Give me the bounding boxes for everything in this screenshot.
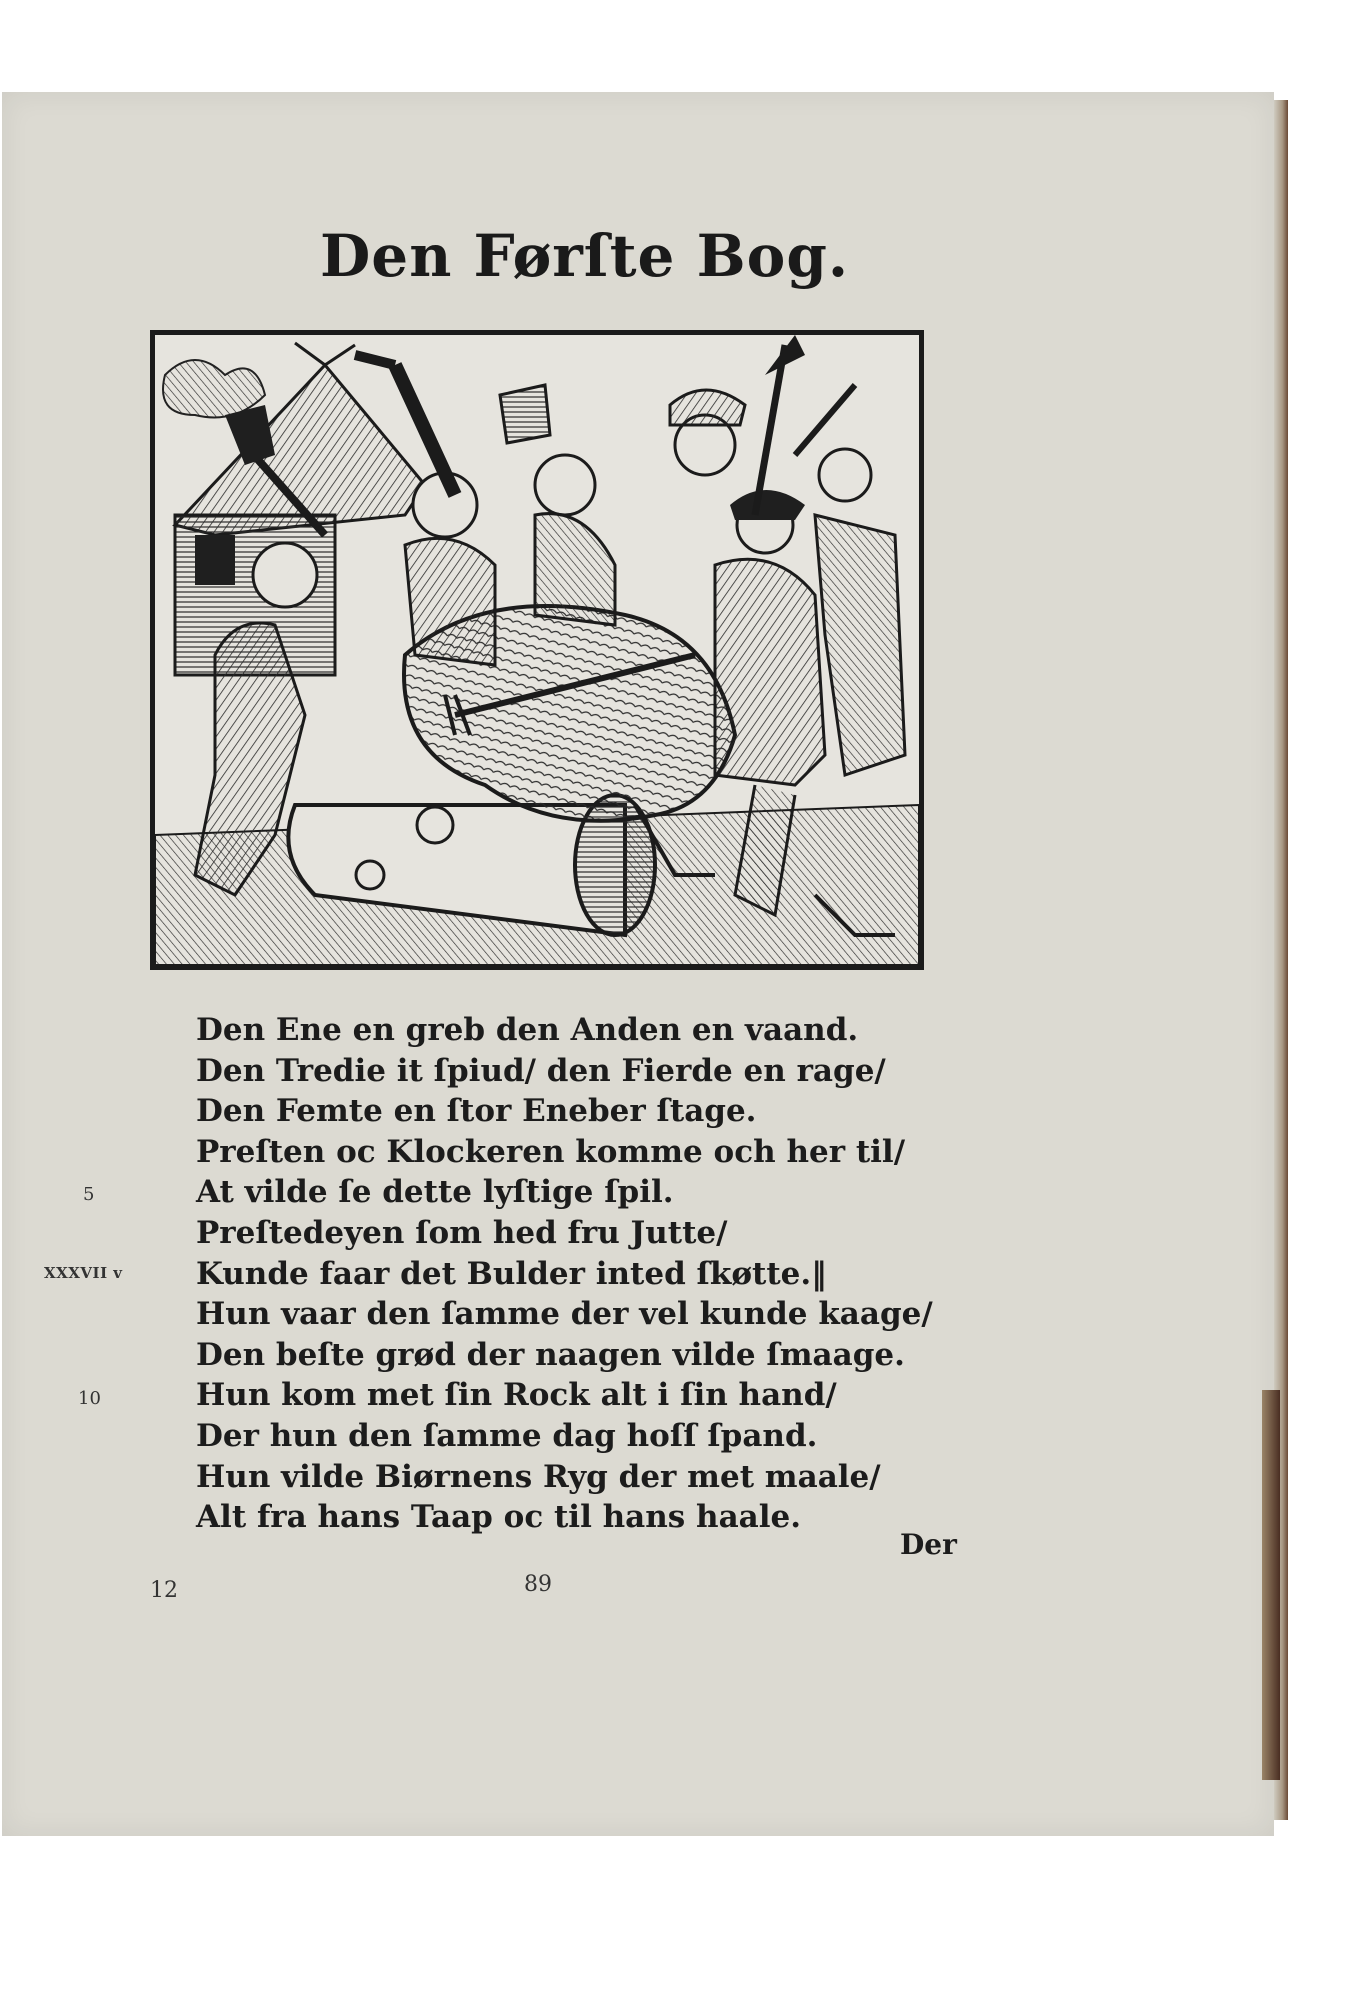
verse-line: Preſten oc Klockeren komme och her til/ xyxy=(196,1133,906,1170)
verse-line: Alt fra hans Taap oc til hans haale. xyxy=(196,1499,802,1536)
signature-mark: XXXVII v xyxy=(44,1264,123,1282)
woodcut-bear-hunt-icon xyxy=(155,335,919,965)
book-cover-edge xyxy=(1262,1390,1280,1780)
verse-line: Hun vaar den ſamme der vel kunde kaage/ xyxy=(196,1296,933,1333)
woodcut-illustration xyxy=(150,330,924,970)
page-number: 89 xyxy=(524,1572,552,1597)
verse-line: Hun kom met ſin Rock alt i ſin hand/ xyxy=(196,1377,837,1414)
verse-line: Den Ene en greb den Anden en vaand. xyxy=(196,1012,859,1048)
gathering-number: 12 xyxy=(150,1578,178,1603)
verse-text xyxy=(196,1010,933,1538)
verse-line: Der hun den ſamme dag hoſſ ſpand. xyxy=(196,1417,818,1454)
verse-line: Den beſte grød der naagen vilde ſmaage. xyxy=(196,1336,905,1373)
page-title: Den Førſte Bog. xyxy=(320,222,850,290)
line-number-5: 5 xyxy=(83,1184,95,1205)
verse-line: Kunde faar det Bulder inted ſkøtte.‖ xyxy=(196,1255,827,1292)
verse-line: Hun vilde Biørnens Ryg der met maale/ xyxy=(196,1458,881,1495)
verse-line: Den Femte en ſtor Eneber ſtage. xyxy=(196,1093,757,1130)
verse-line: At vilde ſe dette lyſtige ſpil. xyxy=(196,1174,674,1211)
line-number-10: 10 xyxy=(78,1388,101,1409)
verse-line: Den Tredie it ſpiud/ den Fierde en rage/ xyxy=(196,1052,886,1089)
verse-line: Preſtedeyen ſom hed fru Jutte/ xyxy=(196,1214,728,1251)
catchword: Der xyxy=(900,1528,957,1561)
